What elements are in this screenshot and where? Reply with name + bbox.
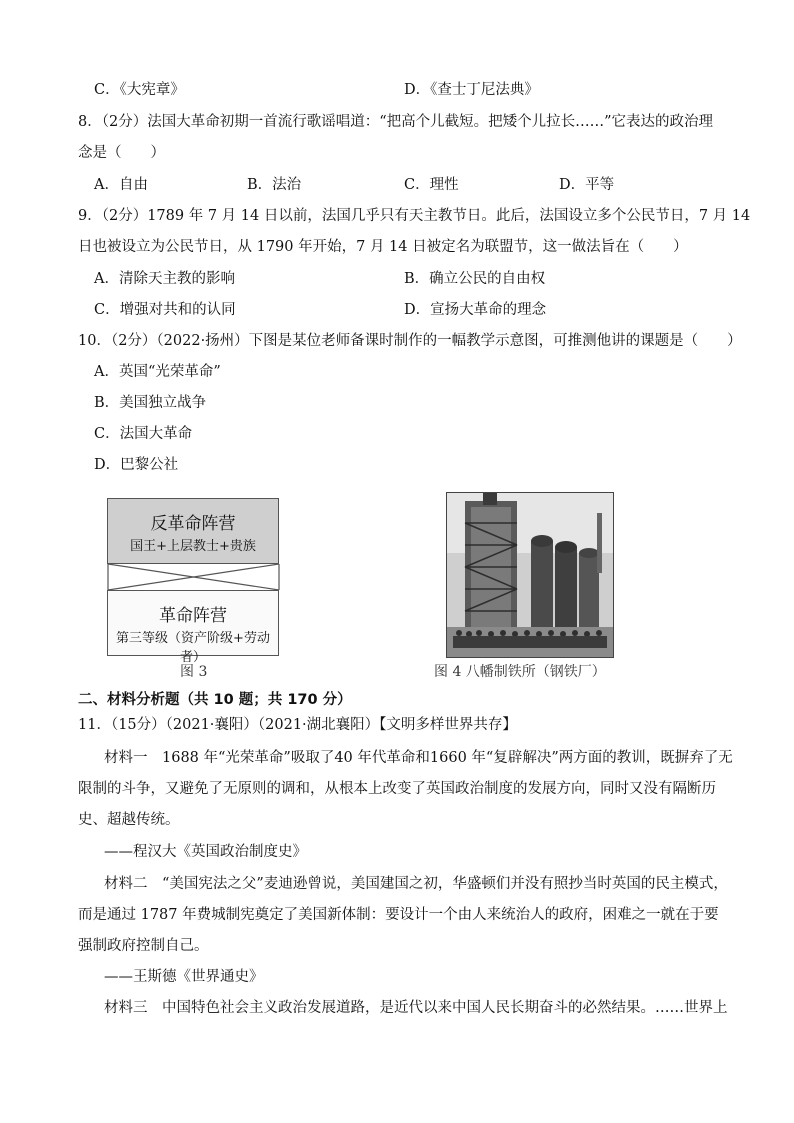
figure-3-caption: 图 3 bbox=[180, 664, 208, 680]
ironworks-photo-icon bbox=[447, 493, 613, 657]
q11-material1-line2: 限制的斗争，又避免了无原则的调和，从根本上改变了英国政治制度的发展方向，同时又没有隔断历 bbox=[78, 781, 716, 797]
figure-4-caption: 图 4 八幡制铁所（钢铁厂） bbox=[434, 664, 606, 680]
q8-option-b: B．法治 bbox=[247, 177, 302, 193]
q9-stem-line1: 9．（2分）1789 年 7 月 14 日以前，法国几乎只有天主教节日。此后，法国设立多个公民节日，7 月 14 bbox=[78, 208, 751, 224]
q11-material2-line1: 材料二 “美国宪法之父”麦迪逊曾说，美国建国之初，华盛顿们并没有照抄当时英国的民主模式， bbox=[104, 876, 728, 892]
revolution-title: 革命阵营 bbox=[159, 606, 227, 626]
q8-option-d: D．平等 bbox=[559, 177, 615, 193]
q8-option-a: A．自由 bbox=[94, 177, 148, 193]
q11-material2-source: ——王斯德《世界通史》 bbox=[104, 969, 264, 985]
q11-header: 11．（15分）（2021·襄阳）（2021·湖北襄阳）【文明多样世界共存】 bbox=[78, 717, 517, 733]
q9-option-c: C．增强对共和的认同 bbox=[94, 302, 236, 318]
q9-option-a: A．清除天主教的影响 bbox=[94, 271, 235, 287]
q11-material2-line3: 强制政府控制自己。 bbox=[78, 938, 209, 954]
q11-material2-line2: 而是通过 1787 年费城制宪奠定了美国新体制：要设计一个由人来统治人的政府，困难之一就在于要 bbox=[78, 907, 719, 923]
q8-stem-line1: 8．（2分）法国大革命初期一首流行歌谣唱道：“把高个儿截短。把矮个儿拉长……”它表达的政治理 bbox=[78, 114, 714, 130]
q11-material1-source: ——程汉大《英国政治制度史》 bbox=[104, 844, 307, 860]
counter-revolution-title: 反革命阵营 bbox=[150, 514, 236, 534]
counter-revolution-members: 国王+上层教士+贵族 bbox=[130, 539, 256, 554]
q10-option-a: A．英国“光荣革命” bbox=[94, 364, 221, 380]
figure-4-photo bbox=[446, 492, 614, 658]
q10-stem: 10．（2分）（2022·扬州）下图是某位老师备课时制作的一幅教学示意图，可推测他讲的课题是（ ） bbox=[78, 333, 742, 349]
q11-material1-line3: 史、超越传统。 bbox=[78, 812, 180, 828]
counter-revolution-box bbox=[107, 498, 279, 564]
q10-option-c: C．法国大革命 bbox=[94, 426, 193, 442]
connector-lines bbox=[107, 564, 280, 590]
revolution-box bbox=[107, 590, 279, 665]
figure-3-diagram bbox=[107, 498, 279, 665]
q9-option-b: B．确立公民的自由权 bbox=[404, 271, 546, 287]
q8-option-c: C．理性 bbox=[404, 177, 459, 193]
q9-option-d: D．宣扬大革命的理念 bbox=[404, 302, 547, 318]
q9-stem-line2: 日也被设立为公民节日，从 1790 年开始，7 月 14 日被定名为联盟节，这一做法旨在（ ） bbox=[78, 239, 688, 255]
q7-option-c: C．《大宪章》 bbox=[94, 82, 185, 98]
revolution-members: 第三等级（资产阶级+劳动者） bbox=[116, 631, 270, 665]
q11-material3-line1: 材料三 中国特色社会主义政治发展道路，是近代以来中国人民长期奋斗的必然结果。……世界上 bbox=[104, 1000, 728, 1016]
q10-option-d: D．巴黎公社 bbox=[94, 457, 179, 473]
q10-option-b: B．美国独立战争 bbox=[94, 395, 207, 411]
q7-option-d: D．《查士丁尼法典》 bbox=[404, 82, 539, 98]
q8-stem-line2: 念是（ ） bbox=[78, 145, 165, 161]
q11-material1-line1: 材料一 1688 年“光荣革命”吸取了40 年代革命和1660 年“复辟解决”两方面的教训，既摒弃了无 bbox=[104, 750, 733, 766]
section-2-heading: 二、材料分析题（共 10 题；共 170 分） bbox=[78, 692, 352, 708]
